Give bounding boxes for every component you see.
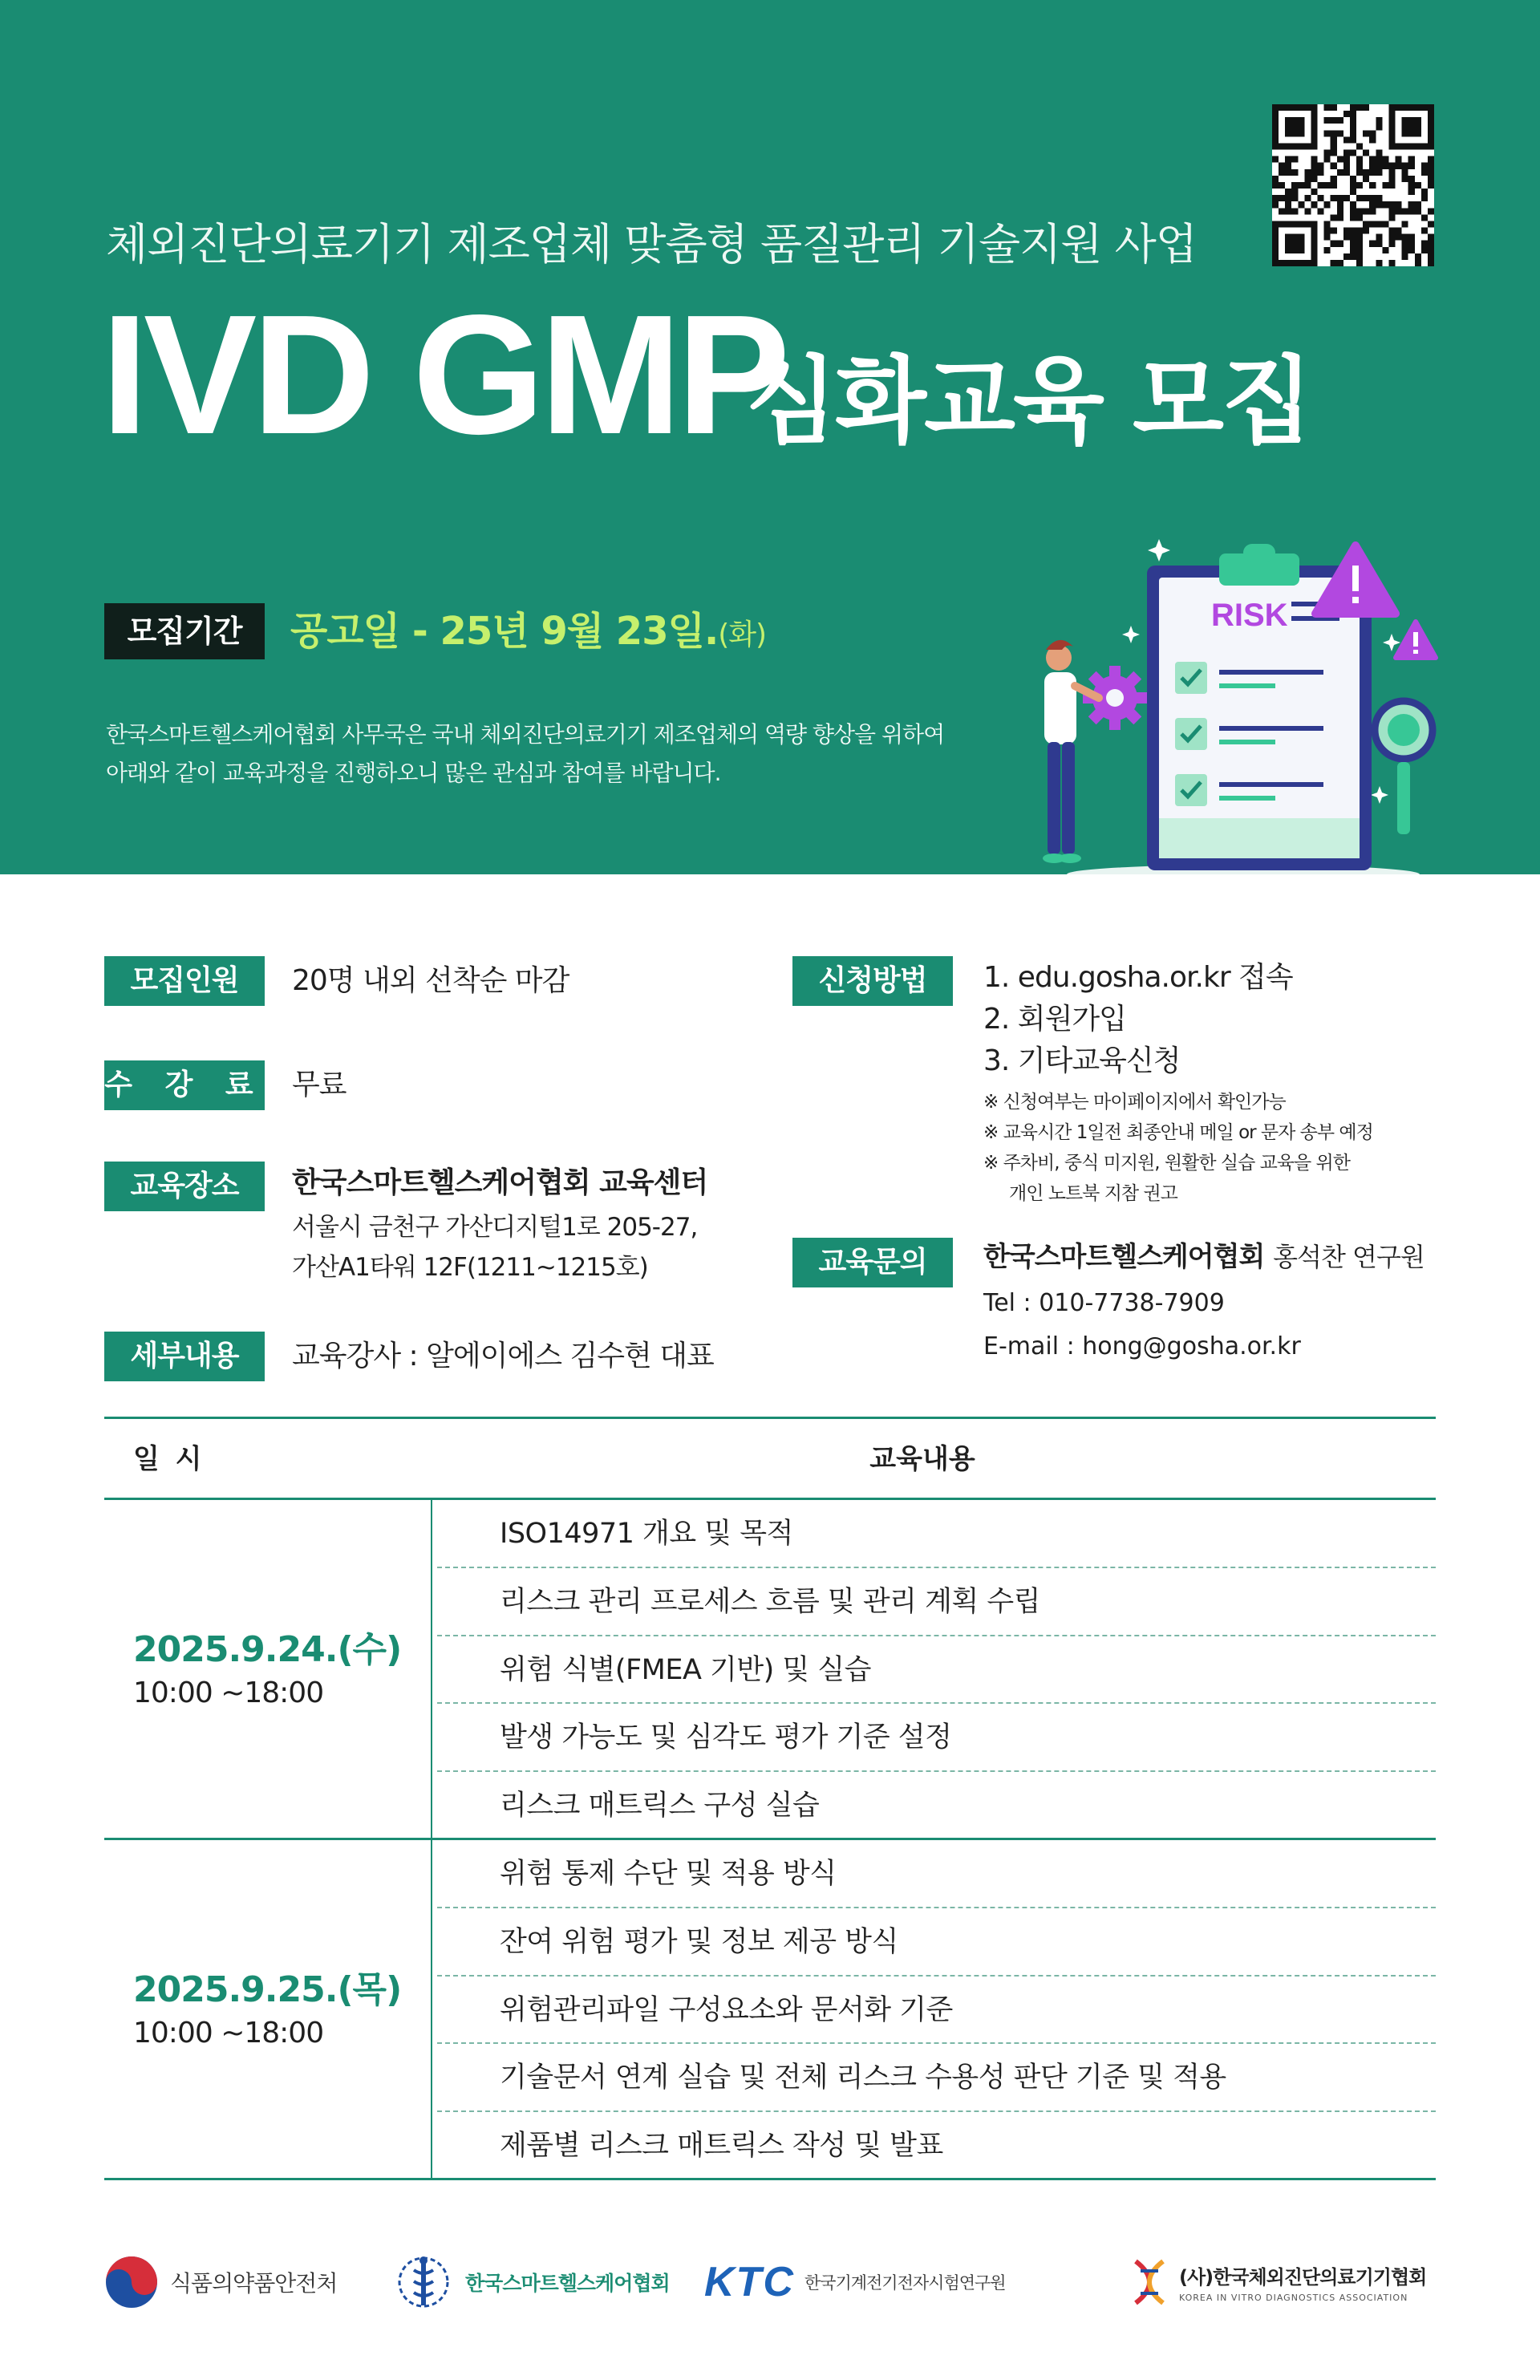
header-date: 일 시: [133, 1443, 205, 1475]
intro-line-2: 아래와 같이 교육과정을 진행하오니 많은 관심과 참여를 바랍니다.: [106, 760, 721, 786]
apply-note-4: 개인 노트북 지참 권고: [1009, 1183, 1177, 1204]
place-address-2: 가산A1타워 12F(1211~1215호): [292, 1253, 648, 1282]
header-content: 교육내용: [869, 1443, 975, 1475]
schedule-item: 잔여 위험 평가 및 정보 제공 방식: [437, 1908, 1436, 1977]
fee-value: 무료: [292, 1068, 346, 1101]
taegeuk-icon: [104, 2255, 159, 2309]
schedule-item: 위험관리파일 구성요소와 문서화 기준: [437, 1977, 1436, 2045]
kivd-name: (사)한국체외진단의료기기협회: [1179, 2266, 1427, 2289]
schedule-item: 위험 통제 수단 및 적용 방식: [437, 1840, 1436, 1908]
apply-step-2: 2. 회원가입: [983, 1003, 1126, 1036]
schedule-item: 기술문서 연계 실습 및 전체 리스크 수용성 판단 기준 및 적용: [437, 2044, 1436, 2112]
kivd-english: KOREA IN VITRO DIAGNOSTICS ASSOCIATION: [1179, 2293, 1408, 2303]
inquiry-org: 한국스마트헬스케어협회: [983, 1241, 1265, 1273]
risk-checklist-illustration: [1027, 529, 1444, 882]
kivd-text: [1179, 2261, 1426, 2303]
schedule-day: [104, 1500, 1436, 1840]
apply-label: 신청방법: [792, 956, 953, 1006]
ktc-name: 한국기계전기전자시험연구원: [804, 2273, 1006, 2293]
schedule-item: 위험 식별(FMEA 기반) 및 실습: [437, 1636, 1436, 1705]
schedule-item: 제품별 리스크 매트릭스 작성 및 발표: [500, 2130, 943, 2163]
recruit-value: 20명 내외 선착순 마감: [292, 964, 569, 997]
gosha-logo: [390, 2254, 670, 2310]
ktc-logo: [704, 2254, 1006, 2310]
intro-text: [106, 716, 988, 793]
ktc-wordmark: KTC: [704, 2259, 795, 2305]
mfds-logo: [104, 2254, 337, 2310]
place-name: 한국스마트헬스케어협회 교육센터: [292, 1166, 708, 1199]
period-date: 공고일 - 25년 9월 23일.: [290, 609, 719, 654]
inquiry-contact: [983, 1239, 1424, 1275]
period-day: (화): [718, 618, 767, 651]
risk-label: RISK: [1211, 598, 1288, 633]
inquiry-label: 교육문의: [792, 1238, 953, 1287]
place-address-1: 서울시 금천구 가산디지털1로 205-27,: [292, 1213, 698, 1242]
kivd-logo: [1126, 2254, 1426, 2310]
day-date: 2025.9.24.(수): [133, 1629, 402, 1670]
apply-step-3: 3. 기타교육신청: [983, 1044, 1181, 1077]
recruit-label: 모집인원: [104, 956, 265, 1006]
day-cell: [104, 1840, 432, 2178]
day-cell: [104, 1500, 432, 1838]
intro-line-1: 한국스마트헬스케어협회 사무국은 국내 체외진단의료기기 제조업체의 역량 향상을 위하여: [106, 721, 945, 748]
detail-value: 교육강사 : 알에이에스 김수현 대표: [292, 1340, 714, 1372]
mfds-name: 식품의약품안전처: [170, 2270, 338, 2297]
day-items: [437, 1840, 1436, 2178]
apply-note-3: ※ 주차비, 중식 미지원, 원활한 실습 교육을 위한: [983, 1153, 1350, 1174]
qr-code[interactable]: [1272, 104, 1434, 266]
dna-icon: [1126, 2258, 1173, 2306]
title-sub: 심화교육 모집: [746, 346, 1311, 456]
apply-note-2: ※ 교육시간 1일전 최종안내 메일 or 문자 송부 예정: [983, 1122, 1373, 1143]
footer-logos: [0, 2230, 1540, 2326]
schedule-day: [104, 1840, 1436, 2180]
apply-step-1[interactable]: 1. edu.gosha.or.kr 접속: [983, 961, 1293, 994]
schedule-item: 리스크 관리 프로세스 흐름 및 관리 계획 수립: [437, 1568, 1436, 1636]
apply-note-1: ※ 신청여부는 마이페이지에서 확인가능: [983, 1092, 1286, 1113]
schedule-table: [104, 1417, 1436, 2180]
hero-banner: [0, 0, 1540, 874]
fee-label: 수 강 료: [104, 1060, 265, 1110]
program-subtitle: 체외진단의료기기 제조업체 맞춤형 품질관리 기술지원 사업: [106, 219, 1197, 270]
inquiry-tel[interactable]: Tel : 010-7738-7909: [983, 1289, 1225, 1317]
title-main: IVD GMP: [101, 279, 786, 469]
schedule-item: 발생 가능도 및 심각도 평가 기준 설정: [437, 1704, 1436, 1772]
day-time: 10:00 ~18:00: [133, 2017, 324, 2050]
detail-label: 세부내용: [104, 1332, 265, 1381]
day-items: [437, 1500, 1436, 1838]
place-label: 교육장소: [104, 1162, 265, 1211]
schedule-item: ISO14971 개요 및 목적: [437, 1500, 1436, 1568]
day-date: 2025.9.25.(목): [133, 1969, 402, 2010]
day-time: 10:00 ~18:00: [133, 1677, 324, 1709]
gosha-name: 한국스마트헬스케어협회: [465, 2272, 670, 2295]
schedule-item: 리스크 매트릭스 구성 실습: [500, 1790, 820, 1823]
inquiry-person: 홍석찬 연구원: [1273, 1242, 1424, 1272]
schedule-header: [104, 1417, 1436, 1500]
period-value: [290, 605, 766, 662]
inquiry-email[interactable]: E-mail : hong@gosha.or.kr: [983, 1332, 1301, 1360]
caduceus-icon: [390, 2254, 457, 2310]
period-badge: 모집기간: [104, 603, 265, 659]
